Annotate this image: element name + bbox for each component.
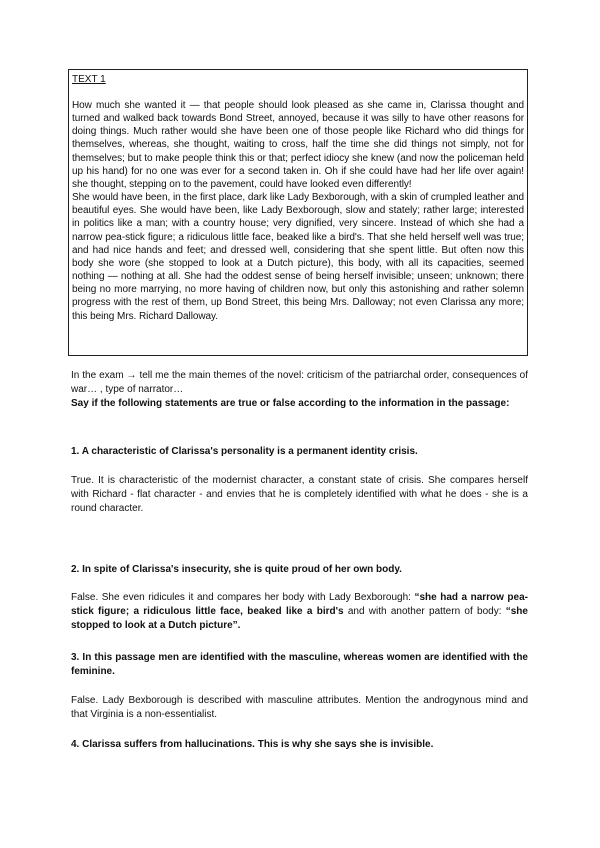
answer-2 — [71, 591, 528, 634]
answer-1: True. It is characteristic of the modernist character, a constant state of crisis. She compares herself with Richard - flat character - and envies that he is completely identified with what he does - she is a round character. — [71, 475, 528, 515]
answer-2-quote-2: “she stopped to look at a Dutch picture”. — [71, 606, 528, 632]
question-2: 2. In spite of Clarissa's insecurity, she is quite proud of her own body. — [71, 564, 402, 575]
text-box-body — [72, 99, 524, 323]
answer-2-text: False. She even ridicules it and compares her body with Lady Bexborough: — [71, 592, 415, 603]
answer-3: False. Lady Bexborough is described with masculine attributes. Mention the androgynous mind and that Virginia is a non-essentialist. — [71, 695, 528, 721]
instruction: Say if the following statements are true or false according to the information in the passage: — [71, 398, 510, 409]
text-box — [68, 69, 528, 356]
question-1: 1. A characteristic of Clarissa's personality is a permanent identity crisis. — [71, 446, 418, 457]
exam-note: In the exam → tell me the main themes of the novel: criticism of the patriarchal order, consequences of war… , type of narrator… — [71, 370, 528, 396]
answer-2-text-mid: and with another pattern of body: — [343, 606, 506, 618]
answer-2-quote-1: “she had a narrow pea-stick figure; a ridiculous little face, beaked like a bird's — [71, 592, 528, 618]
passage-paragraph-2: She would have been, in the first place, dark like Lady Bexborough, with a skin of crumpled leather and beautiful eyes. She would have been, like Lady Bexborough, slow and stately; rather large; interested in politics like a man; with a country house; very dignified, very sincere. Instead of which she had a narrow pea-stick figure; a ridiculous little face, beaked like a bird's. That she held herself well was true; and had nice hands and feet; and dressed well, considering that she spent little. But often now this body she wore (she stopped to look at a Dutch picture), this body, with all its capacities, seemed nothing — nothing at all. She had the oddest sense of being herself invisible; unseen; unknown; there being no more marrying, no more having of children now, but only this astonishing and rather solemn progress with the rest of them, up Bond Street, this being Mrs. Dalloway; not even Clarissa any more; this being Mrs. Richard Dalloway. — [72, 192, 524, 322]
question-3: 3. In this passage men are identified with the masculine, whereas women are identified with the feminine. — [71, 652, 528, 678]
question-4: 4. Clarissa suffers from hallucinations. This is why she says she is invisible. — [71, 739, 434, 750]
passage-paragraph-1: How much she wanted it — that people should look pleased as she came in, Clarissa thought and turned and walked back towards Bond Street, annoyed, because it was silly to have other reasons for doing things. Much rather would she have been one of those people like Richard who did things for themselves, whereas, she thought, waiting to cross, half the time she did things not simply, not for themselves; but to make people think this or that; perfect idiocy she knew (and now the policeman held up his hand) for no one was ever for a second taken in. Oh if she could have had her life over again! she thought, stepping on to the pavement, could have looked even differently! — [72, 100, 524, 190]
text-box-title: TEXT 1 — [72, 74, 106, 85]
